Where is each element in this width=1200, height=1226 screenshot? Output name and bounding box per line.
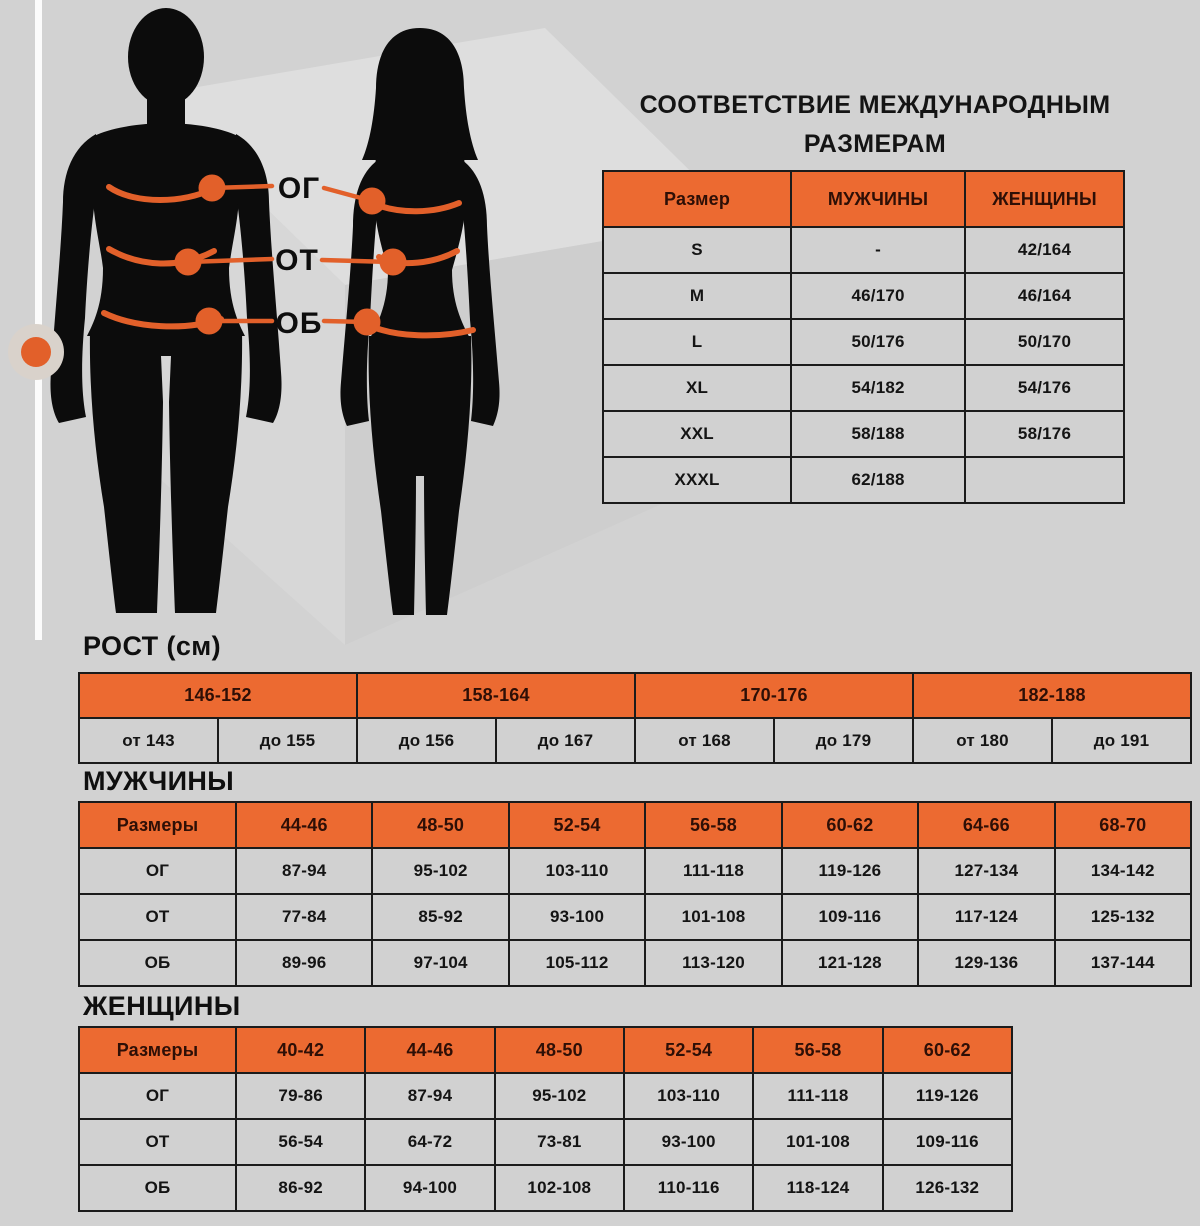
height-range-cell: до 156: [357, 718, 496, 763]
women-value-cell: 101-108: [753, 1119, 882, 1165]
men-value-cell: 77-84: [236, 894, 372, 940]
intl-header-cell: Размер: [603, 171, 791, 227]
women-value-cell: 56-54: [236, 1119, 365, 1165]
intl-value-cell: 58/176: [965, 411, 1124, 457]
height-range-cell: от 168: [635, 718, 774, 763]
men-header-cell: 56-58: [645, 802, 781, 848]
women-header-cell: 56-58: [753, 1027, 882, 1073]
intl-size-cell: XXXL: [603, 457, 791, 503]
chest-dot-female: [359, 188, 386, 215]
men-value-cell: 105-112: [509, 940, 645, 986]
women-header-cell: 48-50: [495, 1027, 624, 1073]
height-range-cell: до 155: [218, 718, 357, 763]
height-range-cell: до 179: [774, 718, 913, 763]
men-header-cell: 64-66: [918, 802, 1054, 848]
men-header-cell: 52-54: [509, 802, 645, 848]
intl-size-cell: L: [603, 319, 791, 365]
women-section-title: ЖЕНЩИНЫ: [83, 991, 241, 1021]
men-value-cell: 111-118: [645, 848, 781, 894]
men-rowlabel-cell: ОБ: [79, 940, 236, 986]
men-value-cell: 103-110: [509, 848, 645, 894]
chest-label: ОГ: [277, 172, 321, 205]
intl-value-cell: 42/164: [965, 227, 1124, 273]
women-value-cell: 111-118: [753, 1073, 882, 1119]
intl-value-cell: 50/176: [791, 319, 965, 365]
intl-size-table: [602, 170, 1125, 504]
women-value-cell: 73-81: [495, 1119, 624, 1165]
intl-header-cell: ЖЕНЩИНЫ: [965, 171, 1124, 227]
chest-dot-male: [199, 175, 226, 202]
women-value-cell: 126-132: [883, 1165, 1012, 1211]
men-header-cell: Размеры: [79, 802, 236, 848]
women-value-cell: 118-124: [753, 1165, 882, 1211]
height-section-title: РОСТ (см): [83, 631, 222, 661]
women-header-cell: 52-54: [624, 1027, 753, 1073]
height-table: [78, 672, 1192, 764]
intl-value-cell: 46/170: [791, 273, 965, 319]
women-value-cell: 64-72: [365, 1119, 494, 1165]
intl-value-cell: -: [791, 227, 965, 273]
men-value-cell: 119-126: [782, 848, 918, 894]
waist-dot-male: [175, 249, 202, 276]
men-value-cell: 134-142: [1055, 848, 1191, 894]
men-value-cell: 85-92: [372, 894, 508, 940]
men-value-cell: 97-104: [372, 940, 508, 986]
men-value-cell: 87-94: [236, 848, 372, 894]
men-size-table: [78, 801, 1192, 987]
men-section-title: МУЖЧИНЫ: [83, 766, 235, 796]
men-value-cell: 127-134: [918, 848, 1054, 894]
intl-value-cell: 54/182: [791, 365, 965, 411]
intl-title-line1: СООТВЕТСТВИЕ МЕЖДУНАРОДНЫМ: [639, 91, 1111, 119]
left-white-strip: [35, 0, 42, 640]
intl-title: [595, 86, 1155, 164]
men-header-cell: 68-70: [1055, 802, 1191, 848]
intl-size-cell: XL: [603, 365, 791, 411]
men-value-cell: 125-132: [1055, 894, 1191, 940]
men-header-cell: 44-46: [236, 802, 372, 848]
women-value-cell: 86-92: [236, 1165, 365, 1211]
women-size-table: [78, 1026, 1013, 1212]
women-rowlabel-cell: ОГ: [79, 1073, 236, 1119]
waist-label: ОТ: [275, 244, 319, 277]
intl-value-cell: 58/188: [791, 411, 965, 457]
women-value-cell: 109-116: [883, 1119, 1012, 1165]
hips-dot-male: [196, 308, 223, 335]
women-value-cell: 102-108: [495, 1165, 624, 1211]
men-rowlabel-cell: ОТ: [79, 894, 236, 940]
intl-size-cell: S: [603, 227, 791, 273]
intl-size-cell: M: [603, 273, 791, 319]
women-value-cell: 79-86: [236, 1073, 365, 1119]
intl-value-cell: 46/164: [965, 273, 1124, 319]
women-header-cell: 40-42: [236, 1027, 365, 1073]
height-group-cell: 170-176: [635, 673, 913, 718]
height-range-cell: до 191: [1052, 718, 1191, 763]
women-value-cell: 110-116: [624, 1165, 753, 1211]
men-value-cell: 113-120: [645, 940, 781, 986]
height-range-cell: до 167: [496, 718, 635, 763]
intl-value-cell: 54/176: [965, 365, 1124, 411]
men-value-cell: 129-136: [918, 940, 1054, 986]
men-value-cell: 93-100: [509, 894, 645, 940]
hips-dot-female: [354, 309, 381, 336]
women-value-cell: 94-100: [365, 1165, 494, 1211]
men-value-cell: 137-144: [1055, 940, 1191, 986]
women-rowlabel-cell: ОБ: [79, 1165, 236, 1211]
intl-size-cell: XXL: [603, 411, 791, 457]
hips-label: ОБ: [275, 307, 323, 340]
women-header-cell: 44-46: [365, 1027, 494, 1073]
men-value-cell: 89-96: [236, 940, 372, 986]
waist-dot-female: [380, 249, 407, 276]
women-value-cell: 119-126: [883, 1073, 1012, 1119]
women-value-cell: 93-100: [624, 1119, 753, 1165]
women-value-cell: 87-94: [365, 1073, 494, 1119]
men-value-cell: 117-124: [918, 894, 1054, 940]
women-header-cell: Размеры: [79, 1027, 236, 1073]
intl-header-cell: МУЖЧИНЫ: [791, 171, 965, 227]
intl-title-line2: РАЗМЕРАМ: [803, 129, 947, 158]
height-group-cell: 182-188: [913, 673, 1191, 718]
women-rowlabel-cell: ОТ: [79, 1119, 236, 1165]
women-header-cell: 60-62: [883, 1027, 1012, 1073]
height-range-cell: от 143: [79, 718, 218, 763]
men-value-cell: 109-116: [782, 894, 918, 940]
men-header-cell: 48-50: [372, 802, 508, 848]
men-header-cell: 60-62: [782, 802, 918, 848]
men-value-cell: 95-102: [372, 848, 508, 894]
height-range-cell: от 180: [913, 718, 1052, 763]
intl-value-cell: 62/188: [791, 457, 965, 503]
women-value-cell: 103-110: [624, 1073, 753, 1119]
height-group-cell: 158-164: [357, 673, 635, 718]
left-accent-dot: [21, 337, 51, 367]
height-group-cell: 146-152: [79, 673, 357, 718]
intl-value-cell: 50/170: [965, 319, 1124, 365]
men-value-cell: 121-128: [782, 940, 918, 986]
intl-value-cell: [965, 457, 1124, 503]
women-value-cell: 95-102: [495, 1073, 624, 1119]
men-value-cell: 101-108: [645, 894, 781, 940]
men-rowlabel-cell: ОГ: [79, 848, 236, 894]
